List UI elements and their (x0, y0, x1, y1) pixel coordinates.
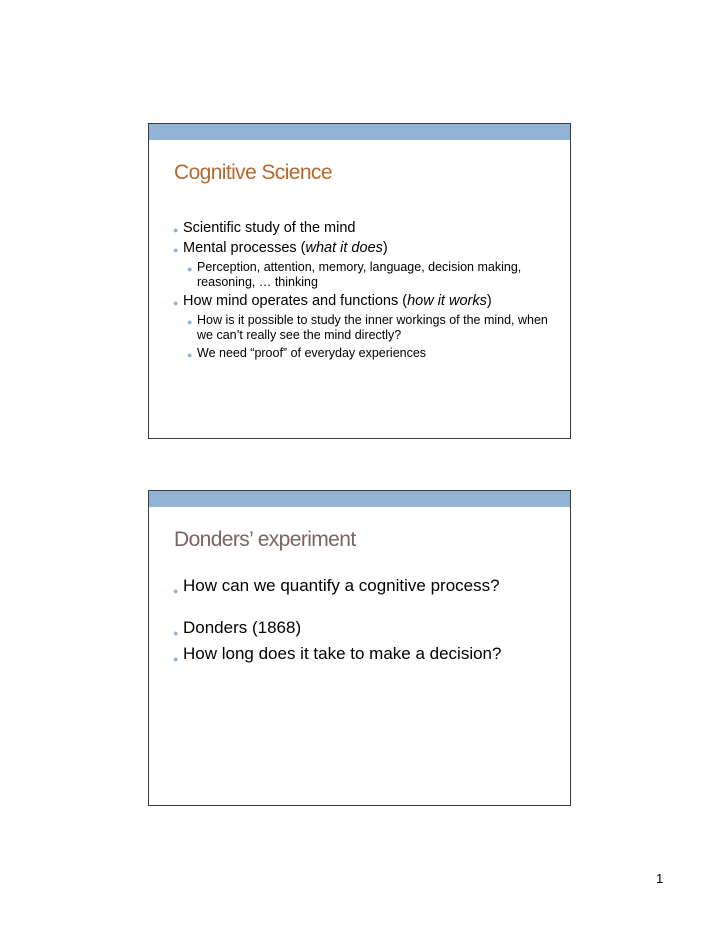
slide-header-bar (149, 124, 570, 140)
bullet-dot-icon: ● (187, 264, 193, 274)
bullet-dot-icon: ● (187, 317, 193, 327)
slide-title: Donders’ experiment (174, 528, 356, 551)
sub-bullet-item: ● How is it possible to study the inner workings of the mind, when we can’t really see the mind directly? (187, 313, 548, 342)
bullet-dot-icon: ● (173, 245, 179, 255)
bullet-item: ● How mind operates and functions (how it works) (173, 293, 560, 310)
bullet-list (173, 575, 560, 669)
slide-title: Cognitive Science (174, 161, 332, 184)
bullet-dot-icon: ● (173, 225, 179, 235)
bullet-dot-icon: ● (173, 628, 179, 638)
slide-2 (148, 490, 571, 806)
bullet-item: ● Scientific study of the mind (173, 220, 560, 237)
bullet-list (173, 220, 560, 364)
bullet-item: ● Donders (1868) (173, 617, 560, 639)
slide-header-bar (149, 491, 570, 507)
bullet-item: ● Mental processes (what it does) (173, 240, 560, 257)
page-number: 1 (656, 871, 664, 886)
bullet-dot-icon: ● (173, 298, 179, 308)
bullet-dot-icon: ● (173, 654, 179, 664)
bullet-item: ● How long does it take to make a decision? (173, 643, 560, 665)
bullet-dot-icon: ● (173, 586, 179, 596)
sub-bullet-item: ● Perception, attention, memory, language, decision making, reasoning, … thinking (187, 260, 522, 289)
spacer (173, 601, 560, 617)
slide-1 (148, 123, 571, 439)
bullet-dot-icon: ● (187, 350, 193, 360)
bullet-item: ● How can we quantify a cognitive process? (173, 575, 560, 597)
sub-bullet-item: ● We need “proof” of everyday experiences (187, 346, 560, 361)
